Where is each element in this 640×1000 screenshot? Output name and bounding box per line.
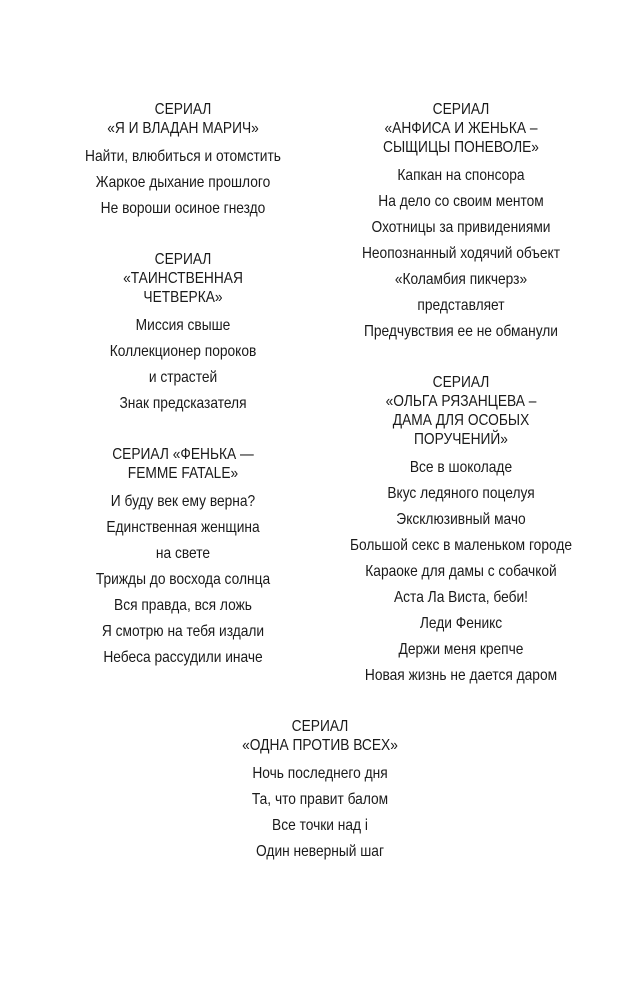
book-list xyxy=(322,163,600,345)
right-column xyxy=(322,100,600,717)
series-title-line: «ОДНА ПРОТИВ ВСЕХ» xyxy=(242,737,398,754)
series-title-line: ПОРУЧЕНИЙ» xyxy=(414,431,508,448)
book-list xyxy=(58,489,308,671)
series-block xyxy=(58,100,308,222)
bottom-column xyxy=(195,717,445,893)
book-title: Вкус ледяного поцелуя xyxy=(387,485,535,502)
book-title: Найти, влюбиться и отомстить xyxy=(85,148,281,165)
series-title-line: СЕРИАЛ xyxy=(432,101,490,118)
book-title: Не вороши осиное гнездо xyxy=(100,200,266,217)
book-title: Охотницы за привидениями xyxy=(371,219,551,236)
book-title: Неопознанный ходячий объект xyxy=(361,245,561,262)
book-title: На дело со своим ментом xyxy=(378,193,544,210)
book-list xyxy=(58,313,308,417)
series-block xyxy=(195,717,445,865)
series-block xyxy=(322,100,600,345)
series-title xyxy=(213,717,428,755)
book-title: Держи меня крепче xyxy=(398,641,524,658)
book-title: Все в шоколаде xyxy=(409,459,513,476)
book-title: «Коламбия пикчерз» xyxy=(394,271,528,288)
left-column xyxy=(58,100,308,699)
series-title xyxy=(341,373,580,449)
series-title-line: «Я И ВЛАДАН МАРИЧ» xyxy=(107,120,259,137)
book-title: И буду век ему верна? xyxy=(110,493,256,510)
book-title: Караоке для дамы с собачкой xyxy=(365,563,557,580)
book-title: и страстей xyxy=(148,369,218,386)
book-title: Жаркое дыхание прошлого xyxy=(95,174,271,191)
book-list xyxy=(322,455,600,689)
series-title xyxy=(76,445,291,483)
book-title: Та, что правит балом xyxy=(251,791,389,808)
book-title: Все точки над і xyxy=(272,817,368,834)
book-title: Леди Феникс xyxy=(419,615,503,632)
book-title: Я смотрю на тебя издали xyxy=(101,623,265,640)
book-title: Большой секс в маленьком городе xyxy=(349,537,573,554)
book-title: Предчувствия ее не обманули xyxy=(363,323,559,340)
series-title-line: «ТАИНСТВЕННАЯ xyxy=(123,270,243,287)
book-title: Один неверный шаг xyxy=(256,843,384,860)
series-title xyxy=(76,250,291,307)
book-title: Небеса рассудили иначе xyxy=(103,649,263,666)
book-title: Коллекционер пороков xyxy=(109,343,257,360)
series-title-line: ДАМА ДЛЯ ОСОБЫХ xyxy=(392,412,530,429)
series-title xyxy=(341,100,580,157)
series-title-line: ЧЕТВЕРКА» xyxy=(143,289,223,306)
series-title-line: «ОЛЬГА РЯЗАНЦЕВА – xyxy=(385,393,537,410)
series-title-line: FEMME FATALE» xyxy=(127,465,239,482)
book-title: Миссия свыше xyxy=(135,317,231,334)
book-title: Капкан на спонсора xyxy=(397,167,525,184)
book-title: на свете xyxy=(155,545,211,562)
book-title: представляет xyxy=(417,297,505,314)
series-title xyxy=(76,100,291,138)
book-title: Единственная женщина xyxy=(106,519,260,536)
book-title: Трижды до восхода солнца xyxy=(95,571,271,588)
book-title: Эксклюзивный мачо xyxy=(396,511,526,528)
book-title: Вся правда, вся ложь xyxy=(114,597,252,614)
series-title-line: СЕРИАЛ xyxy=(154,101,212,118)
book-title: Ночь последнего дня xyxy=(252,765,388,782)
series-title-line: СЫЩИЦЫ ПОНЕВОЛЕ» xyxy=(383,139,539,156)
series-block xyxy=(322,373,600,689)
series-title-line: «АНФИСА И ЖЕНЬКА – xyxy=(384,120,538,137)
book-list xyxy=(58,144,308,222)
series-block xyxy=(58,445,308,671)
book-list xyxy=(195,761,445,865)
series-title-line: СЕРИАЛ xyxy=(154,251,212,268)
series-title-line: СЕРИАЛ xyxy=(432,374,490,391)
book-title: Знак предсказателя xyxy=(119,395,247,412)
series-title-line: СЕРИАЛ «ФЕНЬКА — xyxy=(112,446,254,463)
series-block xyxy=(58,250,308,417)
series-title-line: СЕРИАЛ xyxy=(291,718,349,735)
book-title: Аста Ла Виста, беби! xyxy=(394,589,528,606)
book-title: Новая жизнь не дается даром xyxy=(364,667,558,684)
